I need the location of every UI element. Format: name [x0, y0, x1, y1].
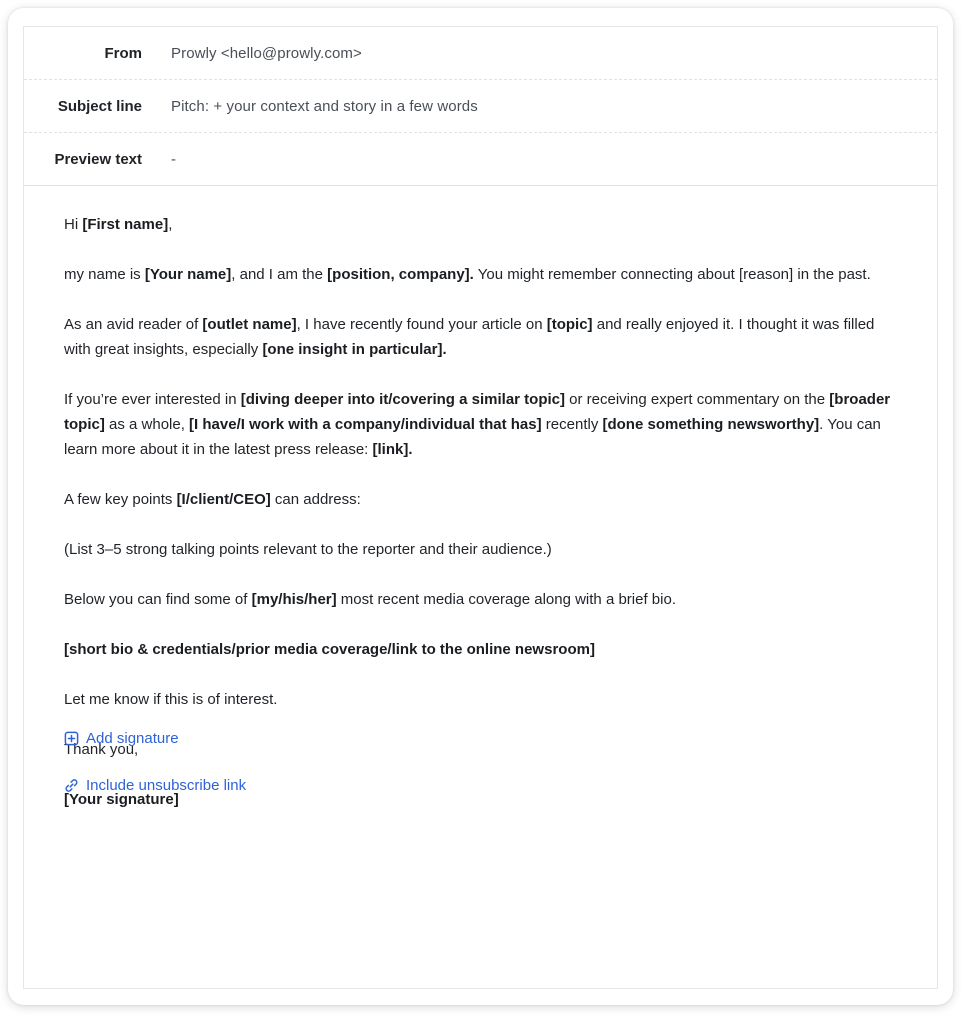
- greeting-paragraph: Hi [First name],: [64, 216, 173, 233]
- add-box-icon: [64, 731, 79, 746]
- link-icon: [64, 778, 79, 793]
- pitch-paragraph: If you’re ever interested in [diving deeper into it/covering a similar topic] or receiving expert commentary on the [broader topic] as a whole, [I have/I work with a company/individual that has] recently [done something newsworthy]. You can learn more about it in the latest press release: [link].: [64, 391, 891, 458]
- from-row: [24, 27, 937, 80]
- insight-placeholder: [one insight in particular].: [262, 341, 447, 358]
- email-panel: [23, 26, 938, 989]
- interest-paragraph: Let me know if this is of interest.: [64, 691, 278, 708]
- key-points-paragraph: A few key points [I/client/CEO] can address:: [64, 491, 361, 508]
- thanks-paragraph: Thank you,: [64, 741, 139, 758]
- coverage-paragraph: Below you can find some of [my/his/her] most recent media coverage along with a brief bio.: [64, 591, 676, 608]
- from-value: Prowly <hello@prowly.com>: [171, 44, 362, 62]
- include-unsubscribe-link-label: Include unsubscribe link: [86, 776, 247, 794]
- add-signature-button[interactable]: [64, 727, 246, 749]
- outlet-placeholder: [outlet name]: [202, 316, 297, 333]
- intro-paragraph: my name is [Your name], and I am the [position, company]. You might remember connecting about [reason] in the past.: [64, 266, 871, 283]
- include-unsubscribe-link-button[interactable]: [64, 774, 246, 796]
- signature-placeholder: [Your signature]: [64, 791, 179, 808]
- client-placeholder: [I/client/CEO]: [176, 491, 271, 508]
- preview-text-row: [24, 133, 937, 186]
- subject-value: Pitch: + your context and story in a few words: [171, 97, 478, 115]
- talking-points-paragraph: (List 3–5 strong talking points relevant to the reporter and their audience.): [64, 541, 552, 558]
- from-label: From: [104, 44, 142, 62]
- link-placeholder: [link].: [372, 441, 413, 458]
- diving-deeper-placeholder: [diving deeper into it/covering a similar topic]: [240, 391, 565, 408]
- newsworthy-placeholder: [done something newsworthy]: [602, 416, 820, 433]
- bio-placeholder: [short bio & credentials/prior media coverage/link to the online newsroom]: [64, 641, 595, 658]
- your-name-placeholder: [Your name]: [144, 266, 232, 283]
- preview-text-label: Preview text: [54, 150, 142, 168]
- subject-label: Subject line: [57, 97, 142, 115]
- bio-paragraph: [64, 637, 897, 662]
- add-signature-label: Add signature: [86, 729, 179, 747]
- subject-row: [24, 80, 937, 133]
- email-preview-card: [8, 8, 953, 1005]
- position-placeholder: [position, company].: [327, 266, 474, 283]
- first-name-placeholder: [First name]: [82, 216, 169, 233]
- broader-topic-placeholder: [broader topic]: [64, 391, 891, 433]
- pronoun-placeholder: [my/his/her]: [251, 591, 337, 608]
- topic-placeholder: [topic]: [546, 316, 593, 333]
- reader-paragraph: As an avid reader of [outlet name], I have recently found your article on [topic] and really enjoyed it. I thought it was filled with great insights, especially [one insight in particular].: [64, 316, 875, 358]
- company-placeholder: [I have/I work with a company/individual that has]: [189, 416, 542, 433]
- email-actions: [64, 727, 246, 796]
- preview-text-value: -: [171, 150, 177, 168]
- email-body: [24, 186, 937, 812]
